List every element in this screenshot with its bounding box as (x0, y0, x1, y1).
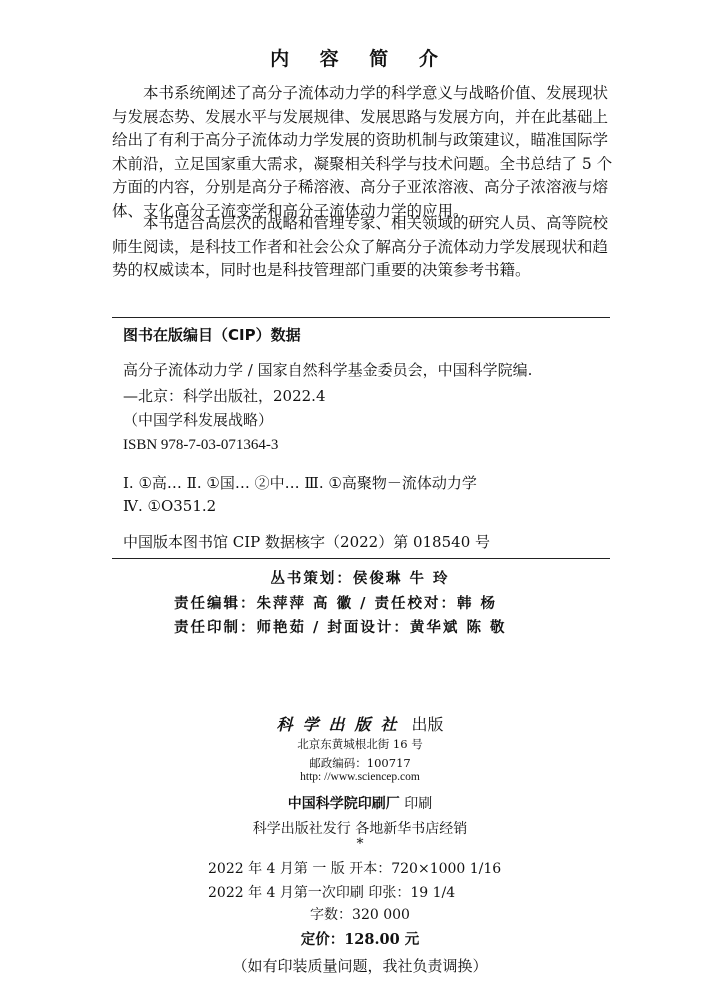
paragraph-line: 给出了有利于高分子流体动力学发展的资助机制与政策建议，瞄准国际学 (112, 131, 609, 149)
cip-series: （中国学科发展战略） (123, 411, 274, 429)
publisher-address: 北京东黄城根北街 16 号 (297, 737, 423, 751)
cip-verification: 中国版本图书馆 CIP 数据核字（2022）第 018540 号 (123, 533, 491, 551)
publisher-website: http: //www.sciencep.com (300, 771, 420, 783)
separator-asterisk: * (356, 836, 364, 852)
paragraph-line: 与发展态势、发展水平与发展规律、发展思路与发展方向，并在此基础上 (112, 107, 609, 126)
cip-heading: 图书在版编目（CIP）数据 (123, 326, 301, 344)
paragraph-line: 体、支化高分子流变学和高分子流体动力学的应用。 (112, 201, 469, 220)
edition-line-1: 2022 年 4 月第 一 版 开本：720×1000 1/16 (208, 861, 502, 877)
credit-planning: 丛书策划：侯俊琳 牛 玲 (270, 570, 450, 587)
cip-classification-line-2: Ⅳ. ①O351.2 (123, 497, 217, 515)
summary-paragraph-1 (112, 82, 612, 223)
printer-suffix: 印刷 (404, 796, 433, 812)
paragraph-line: 术前沿，立足国家重大需求，凝聚相关科学与技术问题。全书总结了 5 个 (112, 154, 613, 173)
publisher-postcode: 邮政编码：100717 (309, 756, 411, 770)
edition-line-2: 2022 年 4 月第一次印刷 印张：19 1/4 (208, 885, 456, 901)
paragraph-line: 势的权威读本，同时也是科技管理部门重要的决策参考书籍。 (112, 261, 531, 279)
distribution-line: 科学出版社发行 各地新华书店经销 (252, 821, 468, 837)
divider-bottom (112, 558, 610, 559)
summary-paragraph-2 (112, 212, 612, 283)
paragraph-line: 本书系统阐述了高分子流体动力学的科学意义与战略价值、发展现状 (143, 84, 609, 102)
publisher-line (0, 712, 720, 735)
cip-publisher-line: —北京：科学出版社，2022.4 (123, 387, 326, 405)
quality-notice: （如有印装质量问题，我社负责调换） (232, 957, 488, 975)
publisher-brand: 科学出版社 (276, 715, 407, 734)
summary-title: 内 容 简 介 (270, 48, 450, 70)
paragraph-line: 本书适合高层次的战略和管理专家、相关领域的研究人员、高等院校 (143, 214, 609, 232)
publisher-suffix: 出版 (411, 715, 444, 734)
cip-isbn: ISBN 978-7-03-071364-3 (123, 437, 279, 453)
printer-brand: 中国科学院印刷厂 (287, 796, 400, 812)
cip-classification-line-1: Ⅰ. ①高… Ⅱ. ①国… ②中… Ⅲ. ①高聚物－流体动力学 (123, 474, 477, 492)
divider-top (112, 317, 610, 318)
price: 定价：128.00 元 (300, 931, 420, 948)
paragraph-line: 师生阅读，是科技工作者和社会公众了解高分子流体动力学发展现状和趋 (112, 237, 609, 256)
cip-title-line: 高分子流体动力学 / 国家自然科学基金委员会，中国科学院编. (123, 361, 533, 379)
word-count: 字数：320 000 (310, 907, 410, 923)
credit-editors: 责任编辑：朱萍萍 高 徽 / 责任校对：韩 杨 (174, 595, 498, 612)
printer-line (0, 793, 720, 813)
paragraph-line: 方面的内容，分别是高分子稀溶液、高分子亚浓溶液、高分子浓溶液与熔 (112, 178, 609, 196)
credit-print-cover: 责任印制：师艳茹 / 封面设计：黄华斌 陈 敬 (174, 619, 507, 636)
